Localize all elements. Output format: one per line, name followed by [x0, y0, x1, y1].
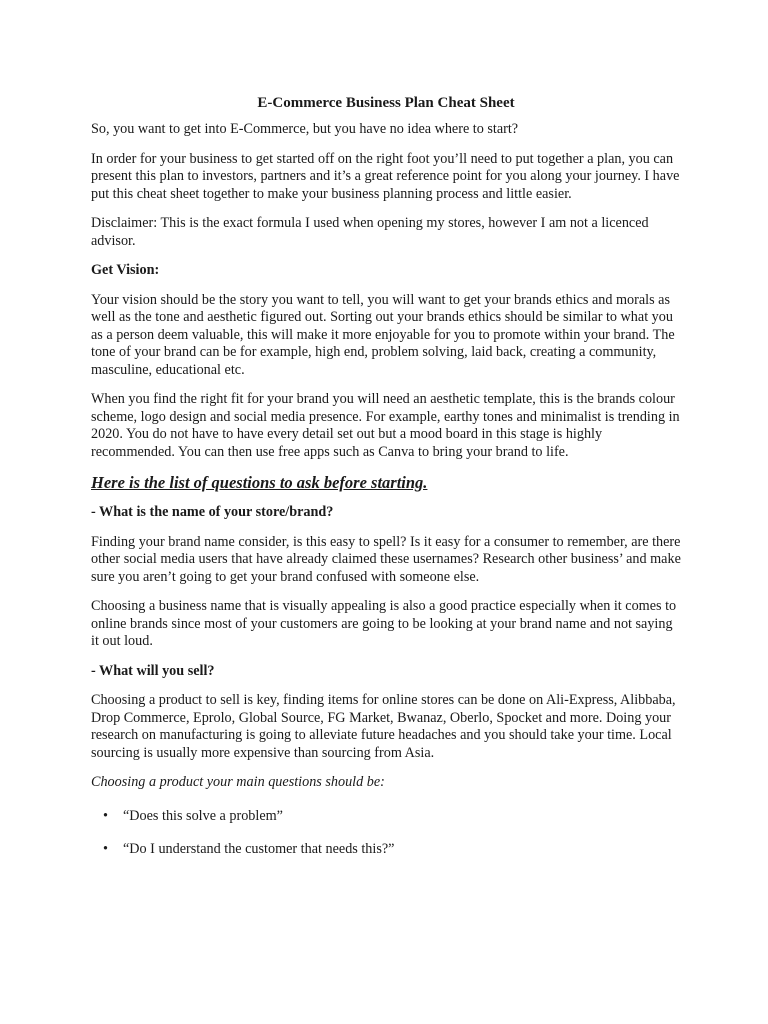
vision-paragraph-2: When you find the right fit for your brand you will need an aesthetic template, this is the brands colour scheme, logo design and social media presence. For example, earthy tones and minimalist is trending in 2020. You do not have to have every detail set out but a mood board in this stage is highly recommended. You can then use free apps such as Canva to bring your brand to life.: [91, 391, 680, 460]
disclaimer-paragraph: Disclaimer: This is the exact formula I used when opening my stores, however I am not a licenced advisor.: [91, 215, 649, 249]
bullet-icon: •: [103, 841, 108, 857]
store-name-paragraph-2: Choosing a business name that is visually appealing is also a good practice especially when it comes to online brands since most of your customers are going to be looking at your brand name and not saying it out loud.: [91, 598, 677, 649]
product-questions-lead-in: Choosing a product your main questions should be:: [91, 774, 385, 790]
document-title: E-Commerce Business Plan Cheat Sheet: [257, 95, 515, 111]
product-questions-list: [91, 808, 681, 859]
vision-heading: Get Vision:: [91, 262, 160, 278]
list-item: [91, 841, 681, 859]
document-page: [91, 94, 681, 859]
list-item-text: “Do I understand the customer that needs this?”: [123, 841, 395, 857]
vision-paragraph-1: Your vision should be the story you want to tell, you will want to get your brands ethics and morals as well as the tone and aesthetic figured out. Sorting out your brands ethics should be similar to what you as a person deem valuable, this will make it more enjoyable for you to promote within your brand. The tone of your brand can be for example, high end, problem solving, laid back, creating a community, masculine, educational etc.: [91, 291, 675, 378]
store-name-paragraph-1: Finding your brand name consider, is this easy to spell? Is it easy for a consumer to remember, are there other social media users that have already claimed these usernames? Research other business’ and make sure you aren’t going to get your brand confused with someone else.: [91, 533, 681, 585]
intro-paragraph-2: In order for your business to get started off on the right foot you’ll need to put together a plan, you can present this plan to investors, partners and it’s a great reference point for you along your journey. I have put this cheat sheet together to make your business planning process and little easier.: [91, 150, 680, 202]
list-item-text: “Does this solve a problem”: [123, 807, 283, 824]
questions-heading: Here is the list of questions to ask before starting.: [91, 473, 428, 492]
question-store-name-title: - What is the name of your store/brand?: [91, 504, 334, 520]
intro-paragraph-1: So, you want to get into E-Commerce, but you have no idea where to start?: [91, 121, 519, 137]
list-item: [91, 808, 681, 826]
question-what-sell-title: - What will you sell?: [91, 662, 215, 679]
what-sell-paragraph: Choosing a product to sell is key, finding items for online stores can be done on Ali-Express, Alibbaba, Drop Commerce, Eprolo, Global Source, FG Market, Bwanaz, Oberlo, Spocket and more. Doing your research on manufacturing is going to alleviate future headaches and you should take your time. Local sourcing is usually more expensive than sourcing from Asia.: [91, 692, 676, 761]
bullet-icon: •: [103, 807, 108, 824]
